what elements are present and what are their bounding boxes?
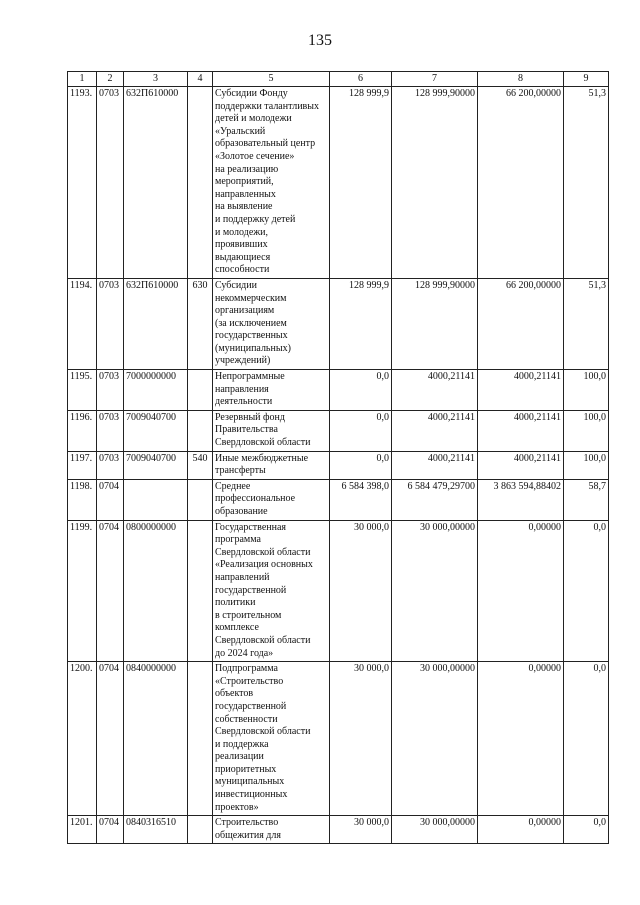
item-name: Государственная программа Свердловской области «Реализация основных направлений государственной политики в строительном комплексе Свердловской области до 2024 года»	[213, 520, 330, 662]
execution-percent: 100,0	[564, 451, 609, 479]
approved-amount: 0,0	[330, 451, 392, 479]
column-header: 5	[213, 72, 330, 87]
row-number: 1201.	[68, 816, 97, 844]
section-code: 0703	[97, 87, 124, 279]
section-code: 0703	[97, 451, 124, 479]
budget-table	[67, 71, 609, 844]
column-header: 3	[124, 72, 188, 87]
approved-amount: 6 584 398,0	[330, 479, 392, 520]
execution-percent: 0,0	[564, 520, 609, 662]
approved-amount: 128 999,9	[330, 278, 392, 369]
table-row	[68, 87, 609, 279]
target-article-code: 0840316510	[124, 816, 188, 844]
approved-amount: 30 000,0	[330, 520, 392, 662]
executed-amount: 4000,21141	[478, 370, 564, 411]
item-name: Подпрограмма «Строительство объектов государственной собственности Свердловской области и поддержка реализации приоритетных муниципальных инвестиционных проектов»	[213, 662, 330, 816]
table-row	[68, 370, 609, 411]
section-code: 0704	[97, 662, 124, 816]
section-code: 0703	[97, 278, 124, 369]
expense-type-code	[188, 479, 213, 520]
expense-type-code	[188, 662, 213, 816]
expense-type-code: 540	[188, 451, 213, 479]
execution-percent: 0,0	[564, 662, 609, 816]
executed-amount: 0,00000	[478, 662, 564, 816]
target-article-code: 632П610000	[124, 278, 188, 369]
row-number: 1194.	[68, 278, 97, 369]
row-number: 1199.	[68, 520, 97, 662]
target-article-code: 7009040700	[124, 451, 188, 479]
executed-amount: 66 200,00000	[478, 278, 564, 369]
item-name: Непрограммные направления деятельности	[213, 370, 330, 411]
item-name: Субсидии некоммерческим организациям (за исключением государственных (муниципальных) учреждений)	[213, 278, 330, 369]
row-number: 1193.	[68, 87, 97, 279]
revised-amount: 4000,21141	[392, 410, 478, 451]
row-number: 1195.	[68, 370, 97, 411]
row-number: 1200.	[68, 662, 97, 816]
revised-amount: 4000,21141	[392, 451, 478, 479]
target-article-code: 0800000000	[124, 520, 188, 662]
table-row	[68, 479, 609, 520]
executed-amount: 3 863 594,88402	[478, 479, 564, 520]
executed-amount: 4000,21141	[478, 451, 564, 479]
row-number: 1198.	[68, 479, 97, 520]
table-row	[68, 451, 609, 479]
executed-amount: 66 200,00000	[478, 87, 564, 279]
expense-type-code	[188, 370, 213, 411]
column-header: 6	[330, 72, 392, 87]
revised-amount: 30 000,00000	[392, 662, 478, 816]
section-code: 0704	[97, 816, 124, 844]
row-number: 1197.	[68, 451, 97, 479]
revised-amount: 128 999,90000	[392, 278, 478, 369]
section-code: 0704	[97, 520, 124, 662]
expense-type-code	[188, 816, 213, 844]
column-header: 2	[97, 72, 124, 87]
column-header: 8	[478, 72, 564, 87]
item-name: Резервный фонд Правительства Свердловской области	[213, 410, 330, 451]
expense-type-code	[188, 87, 213, 279]
item-name: Иные межбюджетные трансферты	[213, 451, 330, 479]
section-code: 0704	[97, 479, 124, 520]
target-article-code: 632П610000	[124, 87, 188, 279]
executed-amount: 0,00000	[478, 520, 564, 662]
revised-amount: 128 999,90000	[392, 87, 478, 279]
execution-percent: 51,3	[564, 87, 609, 279]
expense-type-code	[188, 410, 213, 451]
table-row	[68, 410, 609, 451]
column-header: 1	[68, 72, 97, 87]
item-name: Строительство общежития для	[213, 816, 330, 844]
revised-amount: 6 584 479,29700	[392, 479, 478, 520]
table-row	[68, 662, 609, 816]
target-article-code: 7000000000	[124, 370, 188, 411]
target-article-code	[124, 479, 188, 520]
revised-amount: 30 000,00000	[392, 520, 478, 662]
execution-percent: 100,0	[564, 370, 609, 411]
approved-amount: 30 000,0	[330, 662, 392, 816]
table-body	[68, 87, 609, 844]
revised-amount: 30 000,00000	[392, 816, 478, 844]
execution-percent: 100,0	[564, 410, 609, 451]
execution-percent: 0,0	[564, 816, 609, 844]
column-header: 9	[564, 72, 609, 87]
approved-amount: 0,0	[330, 410, 392, 451]
expense-type-code: 630	[188, 278, 213, 369]
revised-amount: 4000,21141	[392, 370, 478, 411]
expense-type-code	[188, 520, 213, 662]
target-article-code: 0840000000	[124, 662, 188, 816]
execution-percent: 58,7	[564, 479, 609, 520]
item-name: Среднее профессиональное образование	[213, 479, 330, 520]
section-code: 0703	[97, 410, 124, 451]
executed-amount: 0,00000	[478, 816, 564, 844]
approved-amount: 0,0	[330, 370, 392, 411]
execution-percent: 51,3	[564, 278, 609, 369]
approved-amount: 128 999,9	[330, 87, 392, 279]
header-row	[68, 72, 609, 87]
column-header: 4	[188, 72, 213, 87]
page-number: 135	[308, 32, 332, 49]
column-header: 7	[392, 72, 478, 87]
target-article-code: 7009040700	[124, 410, 188, 451]
section-code: 0703	[97, 370, 124, 411]
table-row	[68, 278, 609, 369]
row-number: 1196.	[68, 410, 97, 451]
executed-amount: 4000,21141	[478, 410, 564, 451]
item-name: Субсидии Фонду поддержки талантливых детей и молодежи «Уральский образовательный центр «Золотое сечение» на реализацию мероприятий, направленных на выявление и поддержку детей и молодежи, проявивших выдающиеся способности	[213, 87, 330, 279]
table-row	[68, 816, 609, 844]
table-row	[68, 520, 609, 662]
approved-amount: 30 000,0	[330, 816, 392, 844]
